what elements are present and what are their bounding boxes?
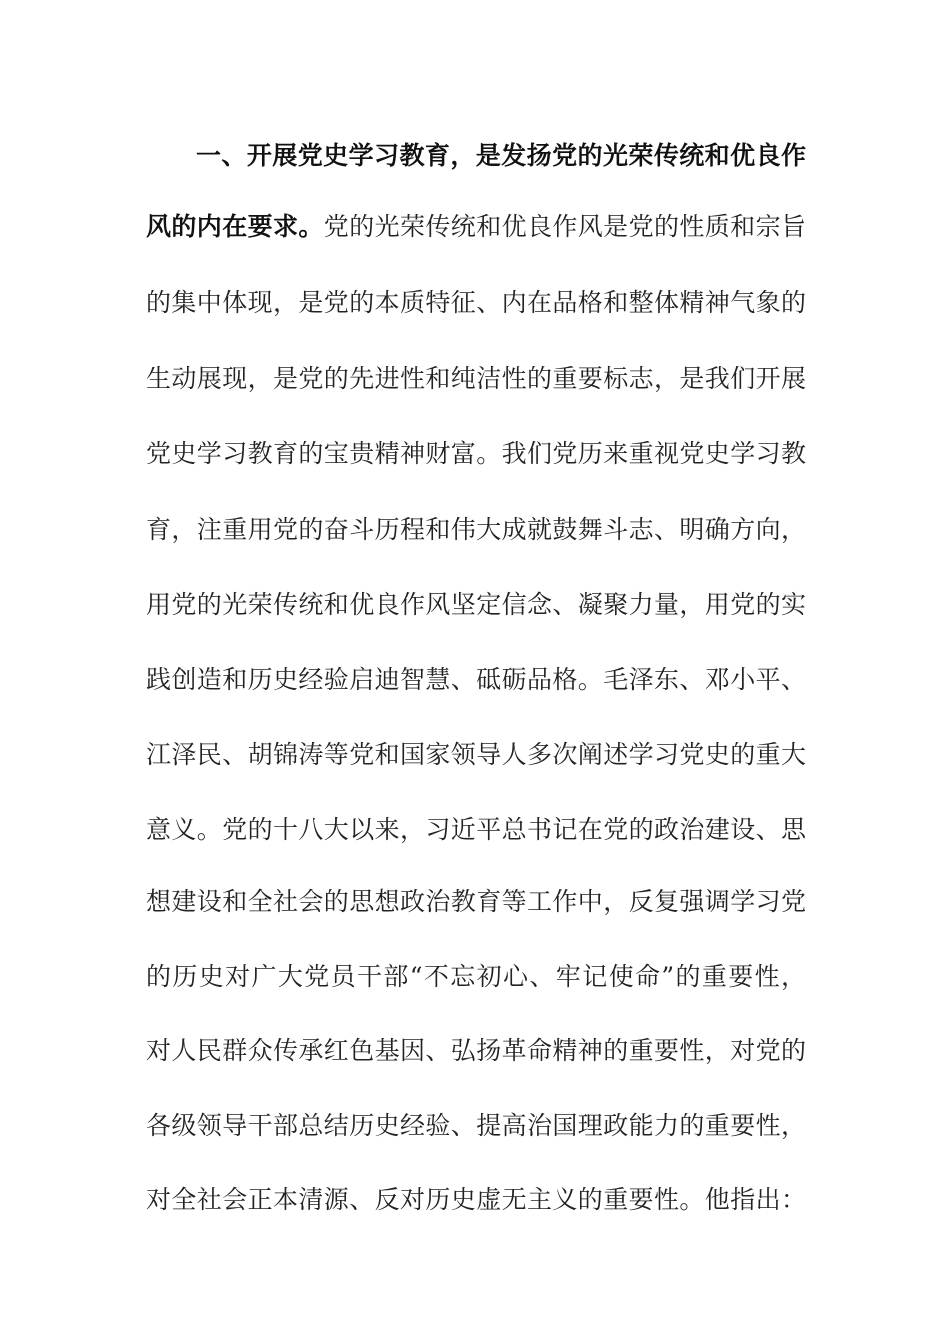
- body-text: 育，注重用党的奋斗历程和伟大成就鼓舞斗志、明确方向，: [146, 515, 806, 544]
- body-text: 的集中体现，是党的本质特征、内在品格和整体精神气象的: [146, 288, 806, 317]
- text-line-11: [146, 882, 806, 922]
- text-line-3: [146, 283, 806, 323]
- text-line-8: [146, 660, 806, 700]
- body-text: 对全社会正本清源、反对历史虚无主义的重要性。他指出：: [146, 1185, 806, 1214]
- body-text: 生动展现，是党的先进性和纯洁性的重要标志，是我们开展: [146, 364, 806, 393]
- text-line-4: [146, 359, 806, 399]
- body-text: 践创造和历史经验启迪智慧、砥砺品格。毛泽东、邓小平、: [146, 665, 806, 694]
- body-text: 意义。党的十八大以来，习近平总书记在党的政治建设、思: [146, 815, 806, 844]
- text-line-1: [196, 136, 806, 176]
- text-line-2: [146, 207, 806, 247]
- body-text: 党的光荣传统和优良作风是党的性质和宗旨: [323, 212, 806, 241]
- text-line-12: [146, 957, 806, 997]
- text-line-9: [146, 735, 806, 775]
- text-line-6: [146, 510, 806, 550]
- heading-text: 风的内在要求。: [146, 212, 324, 241]
- body-text: 江泽民、胡锦涛等党和国家领导人多次阐述学习党史的重大: [146, 740, 806, 769]
- text-line-5: [146, 434, 806, 474]
- body-text: 的历史对广大党员干部“不忘初心、牢记使命”的重要性，: [146, 962, 806, 991]
- text-line-13: [146, 1031, 806, 1071]
- body-text: 用党的光荣传统和优良作风坚定信念、凝聚力量，用党的实: [146, 590, 806, 619]
- text-line-14: [146, 1106, 806, 1146]
- text-line-15: [146, 1180, 806, 1220]
- text-line-10: [146, 810, 806, 850]
- text-line-7: [146, 585, 806, 625]
- body-text: 党史学习教育的宝贵精神财富。我们党历来重视党史学习教: [146, 439, 806, 468]
- body-text: 各级领导干部总结历史经验、提高治国理政能力的重要性，: [146, 1111, 806, 1140]
- body-text: 想建设和全社会的思想政治教育等工作中，反复强调学习党: [146, 887, 806, 916]
- heading-text: 一、开展党史学习教育，是发扬党的光荣传统和优良作: [196, 141, 806, 170]
- body-text: 对人民群众传承红色基因、弘扬革命精神的重要性，对党的: [146, 1036, 806, 1065]
